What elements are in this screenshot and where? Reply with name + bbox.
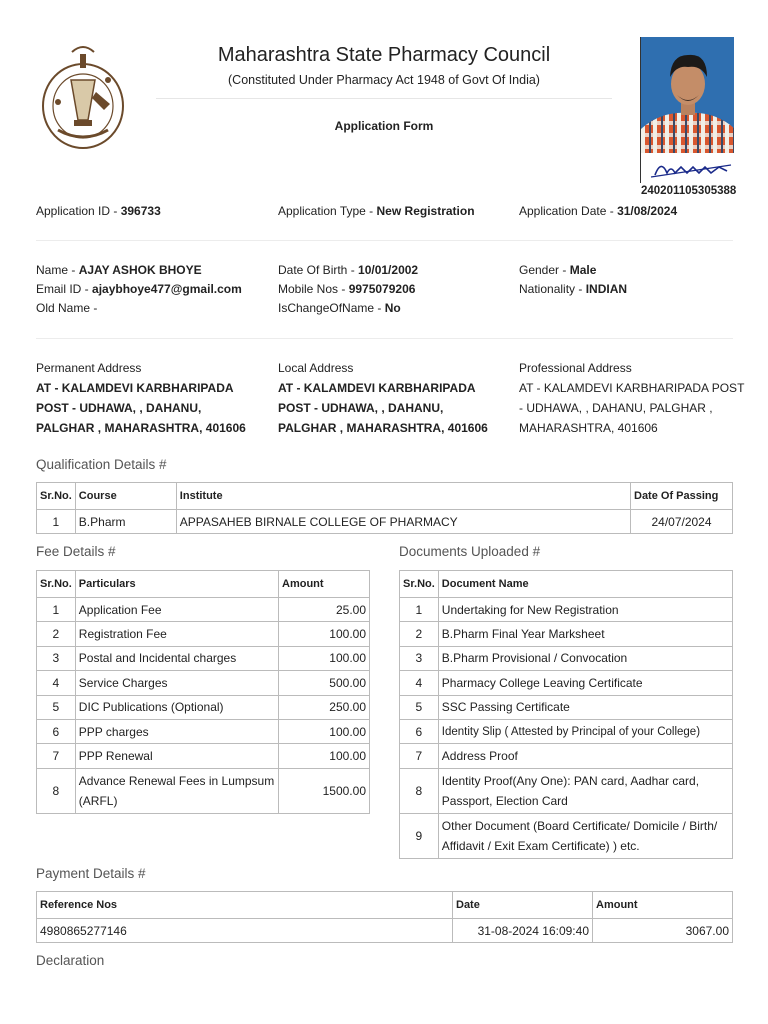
fee-details-title: Fee Details #	[36, 544, 116, 559]
table-cell: 25.00	[279, 598, 370, 622]
table-cell: 1500.00	[279, 768, 370, 813]
column-header: Document Name	[438, 571, 732, 598]
table-cell: Identity Slip ( Attested by Principal of your College)	[438, 719, 732, 743]
table-row	[400, 744, 733, 768]
table-cell: Pharmacy College Leaving Certificate	[438, 671, 732, 695]
table-cell: 1	[37, 510, 76, 534]
table-cell: 4	[400, 671, 439, 695]
name-field: Name - AJAY ASHOK BHOYE	[36, 263, 202, 277]
address-line: - UDHAWA, , DAHANU, PALGHAR ,	[519, 401, 713, 415]
email-field: Email ID - ajaybhoye477@gmail.com	[36, 282, 242, 296]
personal-col-1	[36, 261, 242, 318]
table-header-row	[37, 571, 370, 598]
table-cell: 3	[37, 646, 76, 670]
table-row	[400, 646, 733, 670]
table-cell: PPP Renewal	[75, 744, 278, 768]
table-row	[400, 813, 733, 858]
local-address-label: Local Address	[278, 361, 354, 375]
permanent-address-label: Permanent Address	[36, 361, 142, 375]
council-subtitle: (Constituted Under Pharmacy Act 1948 of Govt Of India)	[228, 73, 540, 87]
applicant-photo-box	[640, 37, 734, 183]
column-header: Reference Nos	[37, 892, 453, 919]
table-row	[400, 695, 733, 719]
table-cell: 2	[37, 622, 76, 646]
table-cell: 5	[400, 695, 439, 719]
table-cell: 100.00	[279, 646, 370, 670]
application-id: Application ID - 396733	[36, 204, 161, 218]
photo-id-number: 240201105305388	[641, 185, 737, 197]
table-cell: APPASAHEB BIRNALE COLLEGE OF PHARMACY	[176, 510, 630, 534]
permanent-address	[36, 358, 246, 438]
table-cell: 1	[400, 598, 439, 622]
applicant-signature	[641, 153, 734, 183]
gender-field: Gender - Male	[519, 263, 597, 277]
column-header: Date Of Passing	[631, 483, 733, 510]
table-cell: 9	[400, 813, 439, 858]
table-cell: 6	[37, 719, 76, 743]
table-row	[37, 598, 370, 622]
table-row	[37, 671, 370, 695]
documents-title: Documents Uploaded #	[399, 544, 541, 559]
dob-field: Date Of Birth - 10/01/2002	[278, 263, 419, 277]
table-row	[400, 671, 733, 695]
table-cell: 5	[37, 695, 76, 719]
table-cell: 2	[400, 622, 439, 646]
form-title: Application Form	[334, 119, 434, 133]
column-header: Date	[453, 892, 593, 919]
personal-col-2	[278, 261, 418, 318]
table-cell: 100.00	[279, 744, 370, 768]
table-row	[37, 695, 370, 719]
professional-address-label: Professional Address	[519, 361, 632, 375]
table-cell: DIC Publications (Optional)	[75, 695, 278, 719]
table-cell: 8	[400, 768, 439, 813]
table-row	[400, 598, 733, 622]
table-cell: 4980865277146	[37, 919, 453, 943]
table-cell: 8	[37, 768, 76, 813]
table-cell: Undertaking for New Registration	[438, 598, 732, 622]
column-header: Course	[75, 483, 176, 510]
table-header-row	[37, 483, 733, 510]
table-cell: 1	[37, 598, 76, 622]
address-line: AT - KALAMDEVI KARBHARIPADA	[278, 381, 476, 395]
table-cell: B.Pharm	[75, 510, 176, 534]
application-date: Application Date - 31/08/2024	[519, 204, 678, 218]
column-header: Particulars	[75, 571, 278, 598]
table-cell: SSC Passing Certificate	[438, 695, 732, 719]
table-cell: Service Charges	[75, 671, 278, 695]
declaration-title: Declaration	[36, 953, 105, 968]
table-row	[37, 646, 370, 670]
table-cell: 500.00	[279, 671, 370, 695]
address-line: AT - KALAMDEVI KARBHARIPADA POST	[519, 381, 745, 395]
divider	[36, 240, 733, 241]
address-line: PALGHAR , MAHARASHTRA, 401606	[36, 421, 246, 435]
table-cell: PPP charges	[75, 719, 278, 743]
table-cell: 100.00	[279, 719, 370, 743]
address-line: POST - UDHAWA, , DAHANU,	[36, 401, 202, 415]
table-cell: 6	[400, 719, 439, 743]
table-cell: 7	[400, 744, 439, 768]
qualification-title: Qualification Details #	[36, 457, 167, 472]
table-row	[37, 768, 370, 813]
column-header: Sr.No.	[37, 571, 76, 598]
application-type: Application Type - New Registration	[278, 204, 475, 218]
table-row	[37, 510, 733, 534]
table-cell: 250.00	[279, 695, 370, 719]
nationality-field: Nationality - INDIAN	[519, 282, 628, 296]
table-cell: 7	[37, 744, 76, 768]
table-cell: Address Proof	[438, 744, 732, 768]
payment-title: Payment Details #	[36, 866, 146, 881]
table-cell: 24/07/2024	[631, 510, 733, 534]
documents-table	[399, 570, 733, 859]
table-row	[37, 744, 370, 768]
professional-address	[519, 358, 744, 438]
table-row	[400, 622, 733, 646]
address-line: MAHARASHTRA, 401606	[519, 421, 658, 435]
table-cell: 3	[400, 646, 439, 670]
qualification-table	[36, 482, 733, 534]
column-header: Amount	[279, 571, 370, 598]
fee-table	[36, 570, 370, 814]
column-header: Amount	[593, 892, 733, 919]
table-cell: B.Pharm Final Year Marksheet	[438, 622, 732, 646]
address-line: PALGHAR , MAHARASHTRA, 401606	[278, 421, 488, 435]
header-divider	[156, 98, 612, 99]
address-line: POST - UDHAWA, , DAHANU,	[278, 401, 444, 415]
table-row	[37, 719, 370, 743]
address-line: AT - KALAMDEVI KARBHARIPADA	[36, 381, 234, 395]
table-cell: Registration Fee	[75, 622, 278, 646]
council-logo-icon	[38, 40, 128, 152]
table-cell: Application Fee	[75, 598, 278, 622]
table-header-row	[37, 892, 733, 919]
change-name-field: IsChangeOfName - No	[278, 301, 401, 315]
applicant-photo	[641, 37, 734, 153]
table-row	[400, 768, 733, 813]
mobile-field: Mobile Nos - 9975079206	[278, 282, 416, 296]
table-cell: 100.00	[279, 622, 370, 646]
table-row	[37, 919, 733, 943]
table-header-row	[400, 571, 733, 598]
personal-col-3	[519, 261, 627, 299]
council-title: Maharashtra State Pharmacy Council	[217, 44, 551, 66]
table-cell: Other Document (Board Certificate/ Domicile / Birth/ Affidavit / Exit Exam Certificate) ) etc.	[438, 813, 732, 858]
table-cell: Advance Renewal Fees in Lumpsum (ARFL)	[75, 768, 278, 813]
column-header: Sr.No.	[400, 571, 439, 598]
divider	[36, 338, 733, 339]
table-cell: B.Pharm Provisional / Convocation	[438, 646, 732, 670]
table-row	[37, 622, 370, 646]
table-cell: 3067.00	[593, 919, 733, 943]
column-header: Institute	[176, 483, 630, 510]
table-cell: Postal and Incidental charges	[75, 646, 278, 670]
old-name-field: Old Name -	[36, 301, 98, 315]
table-cell: 31-08-2024 16:09:40	[453, 919, 593, 943]
table-cell: Identity Proof(Any One): PAN card, Aadhar card, Passport, Election Card	[438, 768, 732, 813]
table-row	[400, 719, 733, 743]
table-cell: 4	[37, 671, 76, 695]
column-header: Sr.No.	[37, 483, 76, 510]
payment-table	[36, 891, 733, 943]
local-address	[278, 358, 488, 438]
